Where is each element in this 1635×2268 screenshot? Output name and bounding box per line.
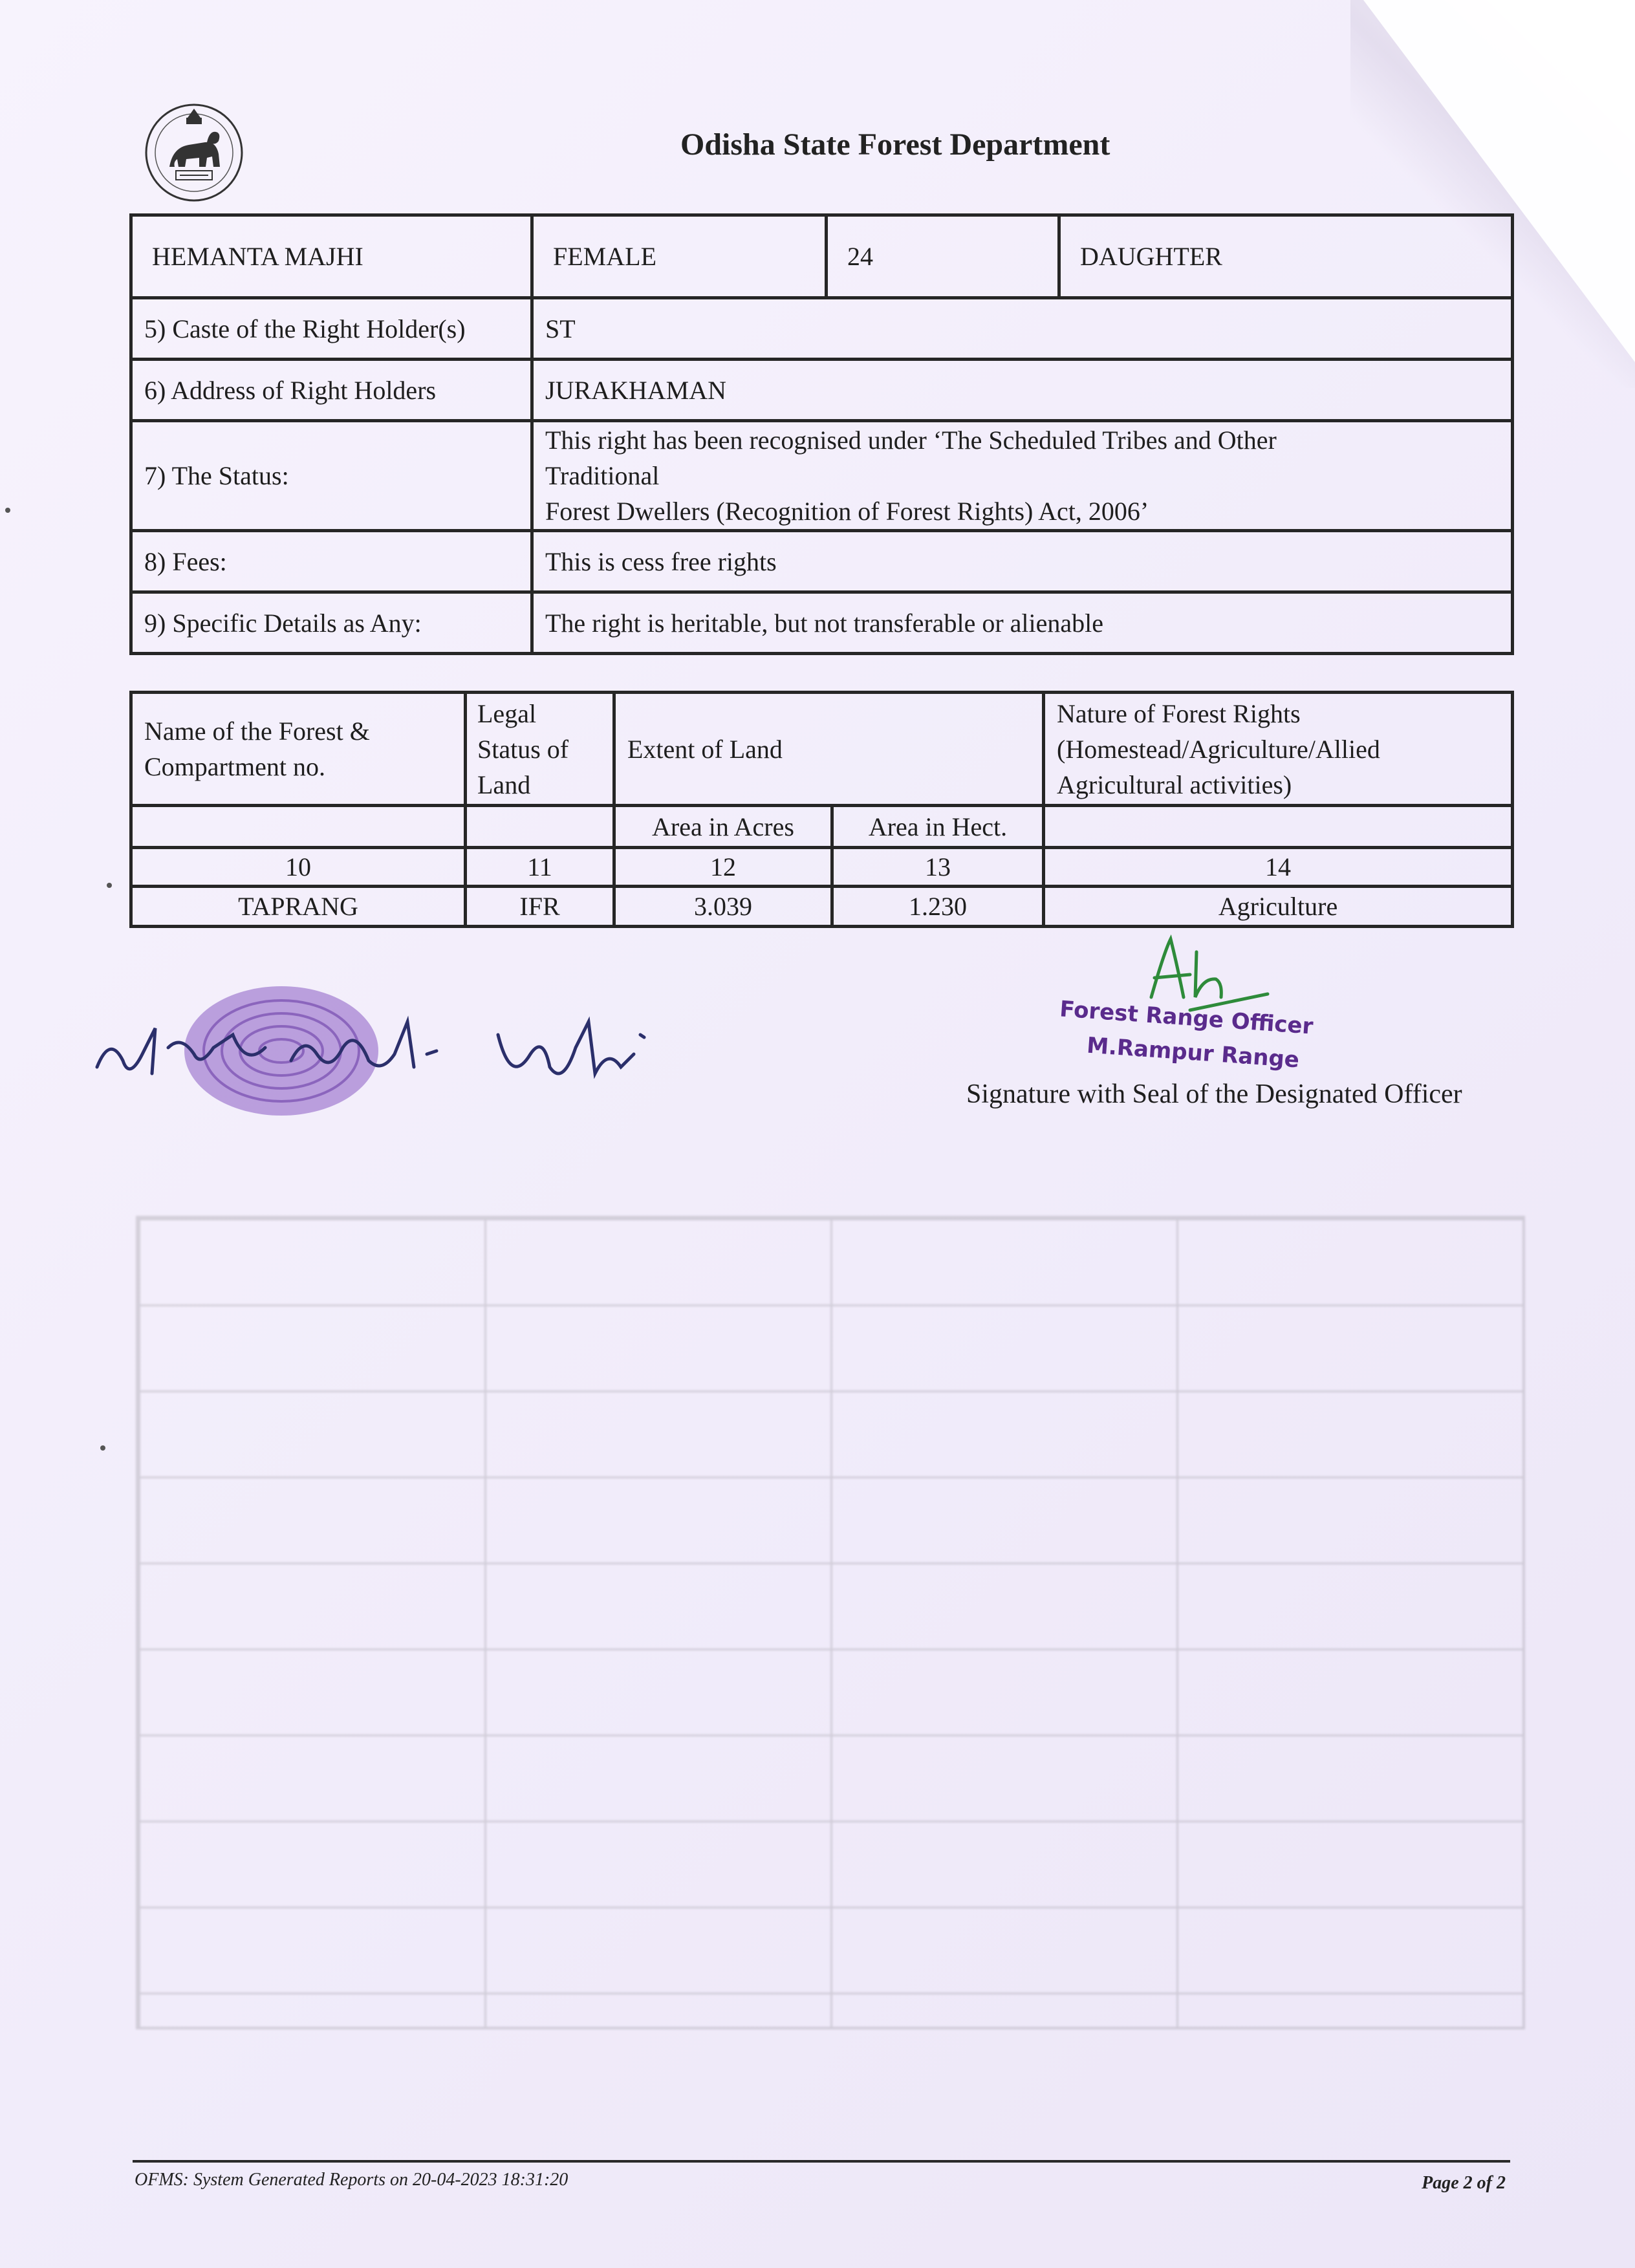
stamp-range: M.Rampur Range [1086,1032,1301,1074]
paper-speck [107,883,112,888]
nature-header [1044,693,1513,806]
footer-rule [133,2160,1510,2163]
detail-label: 8) Fees: [131,531,532,592]
detail-row [131,421,1513,531]
footer-page-number: Page 2 of 2 [1422,2173,1506,2193]
land-data-row [131,887,1513,927]
forest-header: Name of the Forest & Compartment no. [131,693,466,806]
nature-header-line: (Homestead/Agriculture/Allied [1057,734,1380,764]
paper-speck [100,1445,105,1451]
stamp-title: Forest Range Officer [1059,996,1314,1040]
detail-value: ST [532,298,1513,360]
detail-label: 7) The Status: [131,421,532,531]
forest-name: TAPRANG [131,887,466,927]
right-holder-details-table [129,213,1514,655]
holder-row [131,215,1513,298]
detail-row [131,298,1513,360]
detail-label: 9) Specific Details as Any: [131,592,532,654]
status-line: Forest Dwellers (Recognition of Forest Rights) Act, 2006’ [545,497,1149,526]
holder-name: HEMANTA MAJHI [131,215,532,298]
holder-age: 24 [827,215,1059,298]
area-acres-header: Area in Acres [614,806,832,848]
land-header-row [131,693,1513,806]
odisha-state-emblem-icon [144,102,244,203]
legal-status: IFR [466,887,614,927]
empty-cell [1044,806,1513,848]
signature-caption: Signature with Seal of the Designated Officer [966,1079,1462,1109]
detail-label: 6) Address of Right Holders [131,360,532,421]
right-holder-signature [84,1009,679,1099]
department-title: Odisha State Forest Department [680,127,1110,162]
footer-generated: OFMS: System Generated Reports on 20-04-2023 18:31:20 [135,2170,568,2190]
empty-cell [466,806,614,848]
extent-header: Extent of Land [614,693,1044,806]
status-line: This right has been recognised under ‘The Scheduled Tribes and Other [545,426,1277,455]
detail-row [131,360,1513,421]
detail-value: The right is heritable, but not transferable or alienable [532,592,1513,654]
area-hect: 1.230 [832,887,1044,927]
forest-land-table [129,691,1514,928]
holder-gender: FEMALE [532,215,827,298]
column-number: 12 [614,848,832,887]
column-number-row [131,848,1513,887]
detail-label: 5) Caste of the Right Holder(s) [131,298,532,360]
status-line: Traditional [545,461,660,490]
land-subheader-row [131,806,1513,848]
holder-relation: DAUGHTER [1059,215,1513,298]
column-number: 10 [131,848,466,887]
column-number: 11 [466,848,614,887]
paper-speck [5,508,10,513]
legal-status-header-line: Status of [477,734,569,764]
nature-header-line: Agricultural activities) [1057,770,1292,799]
detail-value: JURAKHAMAN [532,360,1513,421]
detail-row [131,531,1513,592]
detail-value: This is cess free rights [532,531,1513,592]
nature-header-line: Nature of Forest Rights [1057,698,1301,728]
empty-cell [131,806,466,848]
legal-status-header [466,693,614,806]
status-value [532,421,1513,531]
area-hect-header: Area in Hect. [832,806,1044,848]
nature-of-right: Agriculture [1044,887,1513,927]
legal-status-header-line: Land [477,770,531,799]
detail-row [131,592,1513,654]
area-acres: 3.039 [614,887,832,927]
bleed-through-table [136,1216,1525,2029]
column-number: 13 [832,848,1044,887]
legal-status-header-line: Legal [477,698,537,728]
column-number: 14 [1044,848,1513,887]
